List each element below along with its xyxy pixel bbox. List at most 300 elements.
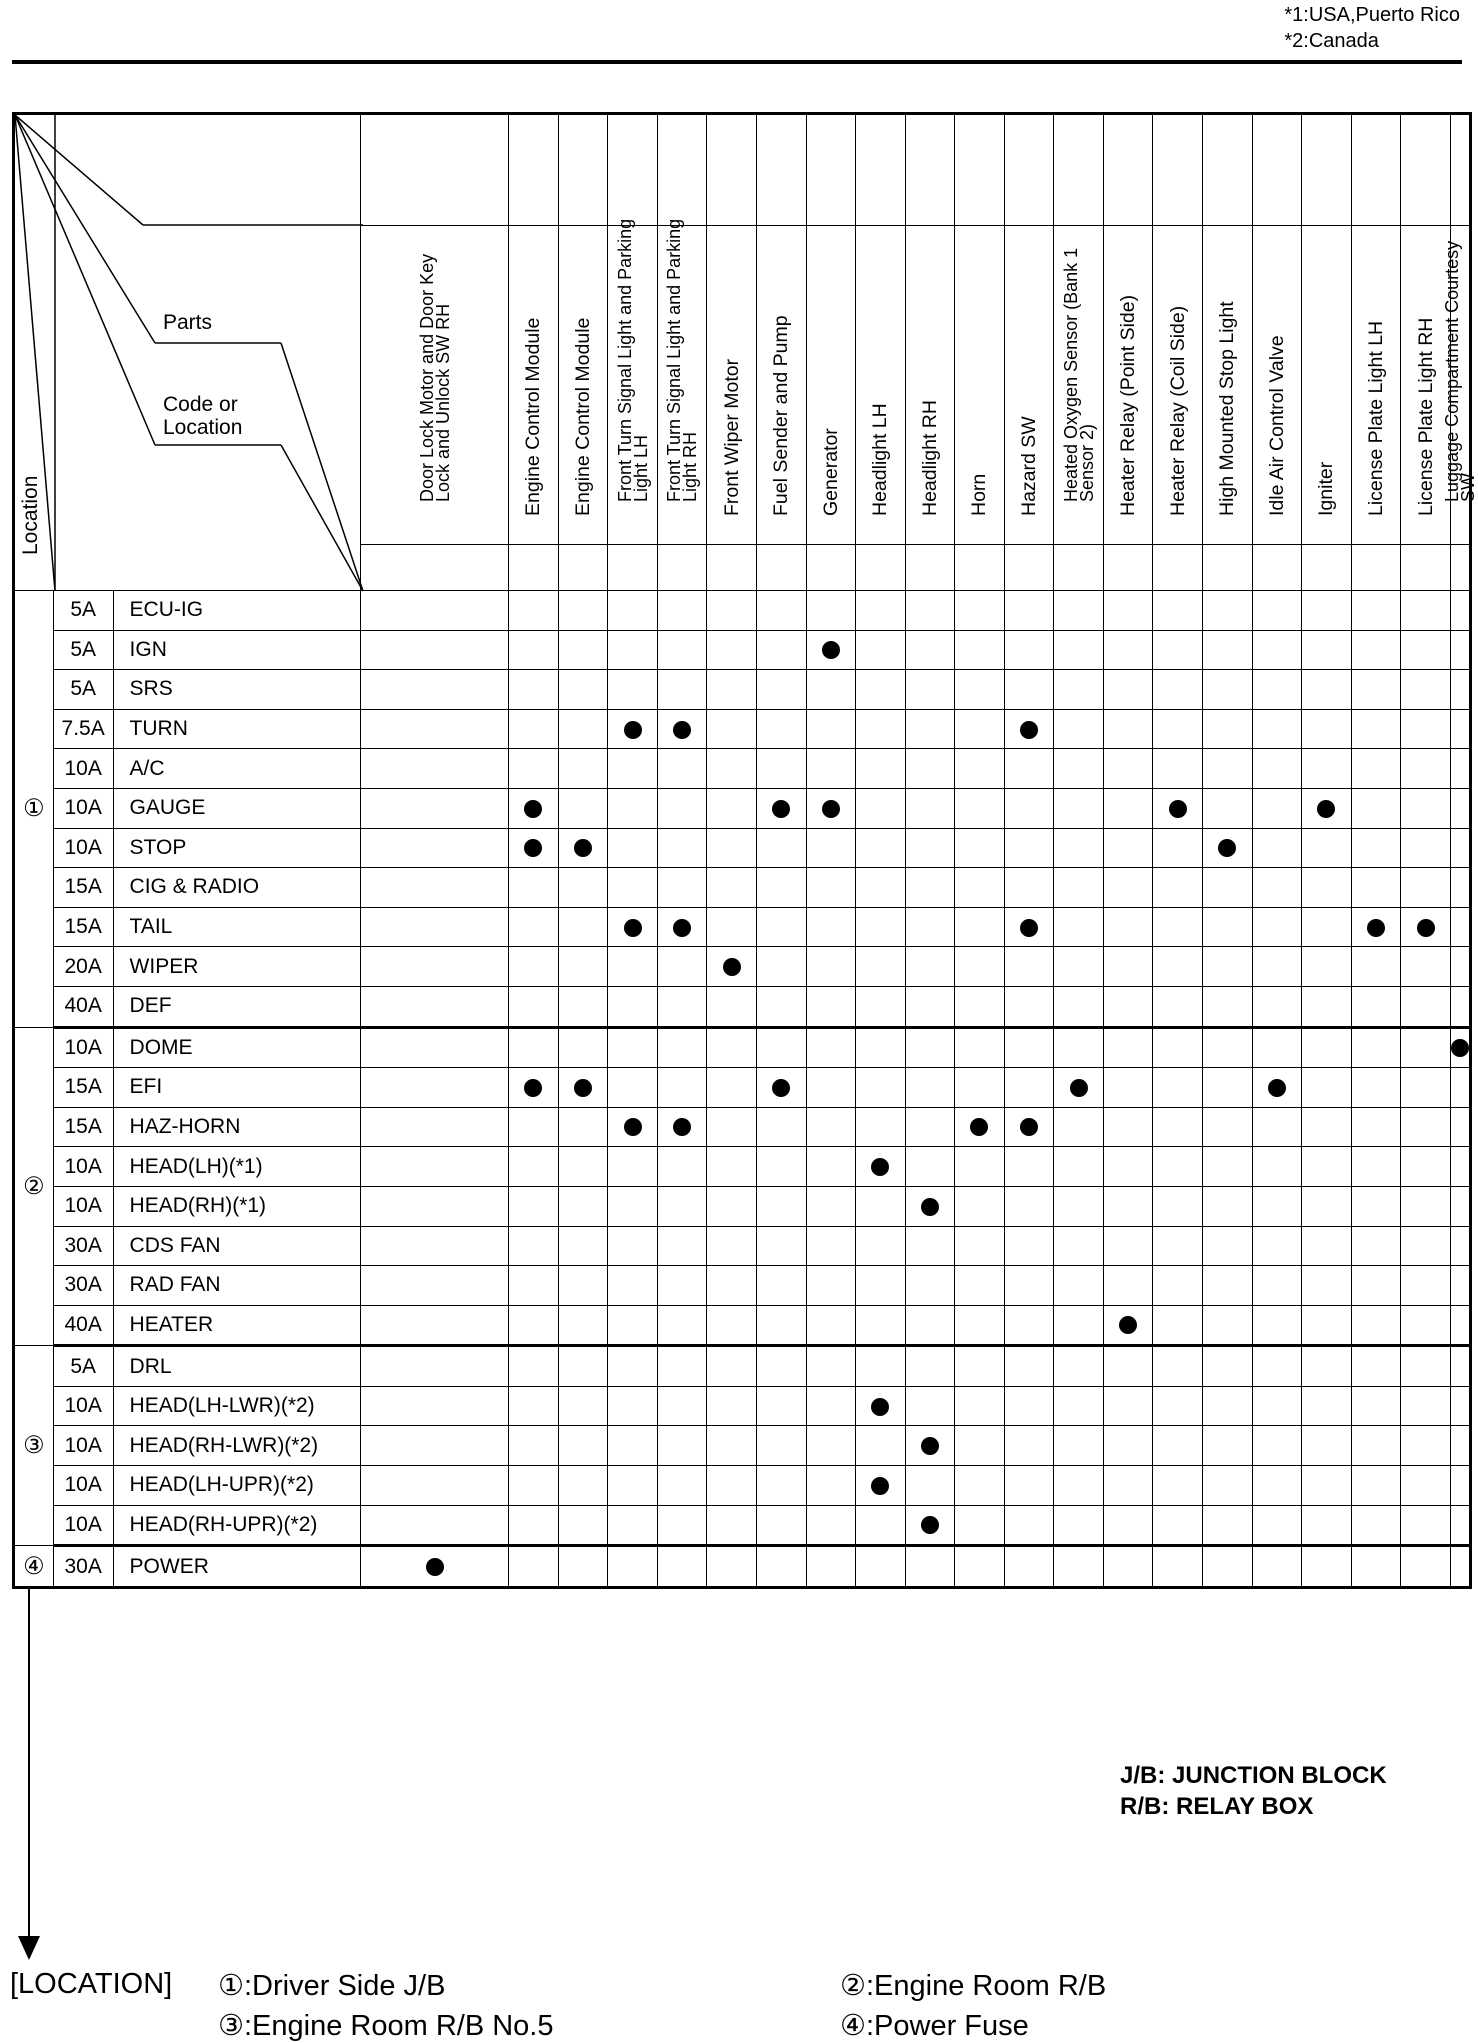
connection-cell bbox=[1153, 670, 1203, 710]
connection-cell bbox=[905, 1386, 955, 1426]
fuse-amperage: 10A bbox=[53, 749, 113, 789]
connection-cell bbox=[756, 1226, 806, 1266]
connection-cell bbox=[1203, 947, 1253, 987]
connection-dot-icon bbox=[524, 1079, 542, 1097]
part-header bbox=[905, 226, 955, 545]
connection-cell bbox=[558, 709, 608, 749]
connection-dot-icon bbox=[624, 919, 642, 937]
connection-cell bbox=[955, 1546, 1005, 1588]
fuse-code: RAD FAN bbox=[113, 1266, 360, 1306]
connection-dot-icon bbox=[426, 1558, 444, 1576]
fuse-row bbox=[14, 749, 1471, 789]
connection-cell bbox=[806, 868, 856, 908]
connection-cell bbox=[360, 788, 508, 828]
connection-cell bbox=[657, 1546, 707, 1588]
connection-cell bbox=[856, 1346, 906, 1387]
connection-cell bbox=[1401, 1107, 1451, 1147]
header-top-cell bbox=[1103, 114, 1153, 226]
connection-cell bbox=[360, 1107, 508, 1147]
connection-cell bbox=[1401, 1186, 1451, 1226]
connection-cell bbox=[1351, 1226, 1401, 1266]
fuse-code: POWER bbox=[113, 1546, 360, 1588]
connection-cell bbox=[608, 591, 658, 631]
connection-cell bbox=[1203, 907, 1253, 947]
connection-cell bbox=[1153, 1186, 1203, 1226]
connection-cell bbox=[509, 591, 559, 631]
connection-cell bbox=[1252, 591, 1302, 631]
connection-cell bbox=[1054, 1068, 1104, 1108]
connection-cell bbox=[1153, 1305, 1203, 1346]
connection-cell bbox=[360, 591, 508, 631]
connection-cell bbox=[1401, 788, 1451, 828]
connection-cell bbox=[1302, 907, 1352, 947]
connection-cell bbox=[707, 1107, 757, 1147]
connection-cell bbox=[756, 1386, 806, 1426]
connection-cell bbox=[657, 907, 707, 947]
connection-cell bbox=[856, 709, 906, 749]
connection-cell bbox=[1103, 591, 1153, 631]
part-name: License Plate Light RH bbox=[1414, 317, 1437, 516]
connection-cell bbox=[756, 1147, 806, 1187]
connection-cell bbox=[707, 670, 757, 710]
connection-cell bbox=[1302, 591, 1352, 631]
connection-dot-icon bbox=[624, 721, 642, 739]
location-legend-1: ①:Driver Side J/B bbox=[218, 1970, 446, 2002]
connection-cell bbox=[1302, 749, 1352, 789]
connection-cell bbox=[1252, 1386, 1302, 1426]
connection-cell bbox=[608, 1186, 658, 1226]
connection-cell bbox=[1451, 591, 1471, 631]
connection-dot-icon bbox=[1268, 1079, 1286, 1097]
connection-cell bbox=[1302, 1226, 1352, 1266]
connection-cell bbox=[1302, 1266, 1352, 1306]
connection-cell bbox=[955, 1346, 1005, 1387]
fuse-code: DRL bbox=[113, 1346, 360, 1387]
connection-cell bbox=[509, 868, 559, 908]
connection-cell bbox=[1054, 1266, 1104, 1306]
connection-cell bbox=[1103, 749, 1153, 789]
connection-cell bbox=[856, 1386, 906, 1426]
connection-cell bbox=[707, 1466, 757, 1506]
connection-cell bbox=[707, 1505, 757, 1546]
connection-cell bbox=[558, 1346, 608, 1387]
location-group-label: ① bbox=[14, 591, 54, 1028]
corner-location-label: Location bbox=[19, 475, 42, 555]
connection-cell bbox=[756, 1068, 806, 1108]
connection-cell bbox=[509, 1147, 559, 1187]
fuse-parts-table bbox=[12, 112, 1478, 1589]
connection-cell bbox=[360, 1386, 508, 1426]
fuse-row bbox=[14, 1466, 1471, 1506]
fuse-row bbox=[14, 1027, 1471, 1068]
connection-cell bbox=[1252, 1068, 1302, 1108]
connection-cell bbox=[657, 1226, 707, 1266]
connection-cell bbox=[1401, 986, 1451, 1027]
connection-cell bbox=[1351, 1426, 1401, 1466]
connection-cell bbox=[756, 1346, 806, 1387]
connection-cell bbox=[905, 986, 955, 1027]
connection-cell bbox=[856, 1505, 906, 1546]
connection-cell bbox=[1153, 1346, 1203, 1387]
fuse-row bbox=[14, 947, 1471, 987]
connection-cell bbox=[1203, 591, 1253, 631]
connection-cell bbox=[1203, 1186, 1253, 1226]
connection-cell bbox=[856, 828, 906, 868]
connection-cell bbox=[955, 1305, 1005, 1346]
header-top-cell bbox=[756, 114, 806, 226]
header-bottom-cell bbox=[509, 545, 559, 591]
connection-cell bbox=[756, 1186, 806, 1226]
part-header bbox=[856, 226, 906, 545]
header-bottom-cell bbox=[1252, 545, 1302, 591]
connection-cell bbox=[360, 1505, 508, 1546]
connection-cell bbox=[1252, 1027, 1302, 1068]
connection-cell bbox=[905, 1107, 955, 1147]
connection-cell bbox=[1004, 1546, 1054, 1588]
connection-cell bbox=[806, 1305, 856, 1346]
connection-dot-icon bbox=[1317, 800, 1335, 818]
connection-cell bbox=[756, 788, 806, 828]
connection-cell bbox=[1004, 709, 1054, 749]
connection-cell bbox=[608, 749, 658, 789]
header-top-cell bbox=[1401, 114, 1451, 226]
connection-cell bbox=[1203, 1107, 1253, 1147]
connection-cell bbox=[1451, 630, 1471, 670]
connection-cell bbox=[1004, 749, 1054, 789]
part-header bbox=[1252, 226, 1302, 545]
part-header bbox=[1351, 226, 1401, 545]
connection-cell bbox=[1203, 709, 1253, 749]
part-name: Fuel Sender and Pump bbox=[770, 315, 793, 516]
fuse-row bbox=[14, 1386, 1471, 1426]
connection-cell bbox=[1451, 1186, 1471, 1226]
connection-cell bbox=[955, 1426, 1005, 1466]
connection-cell bbox=[905, 788, 955, 828]
connection-cell bbox=[1451, 1147, 1471, 1187]
connection-cell bbox=[1401, 1266, 1451, 1306]
part-header bbox=[707, 226, 757, 545]
connection-dot-icon bbox=[822, 800, 840, 818]
connection-cell bbox=[1004, 1266, 1054, 1306]
part-name: Headlight LH bbox=[869, 403, 892, 516]
fuse-row bbox=[14, 709, 1471, 749]
part-name: Luggage Compartment Courtesy SW bbox=[1442, 240, 1478, 502]
connection-cell bbox=[509, 1305, 559, 1346]
connection-cell bbox=[1054, 1226, 1104, 1266]
connection-cell bbox=[1054, 947, 1104, 987]
part-name: Engine Control Module bbox=[522, 317, 545, 516]
connection-cell bbox=[558, 1068, 608, 1108]
connection-cell bbox=[707, 868, 757, 908]
connection-dot-icon bbox=[1367, 919, 1385, 937]
connection-cell bbox=[608, 709, 658, 749]
connection-cell bbox=[360, 947, 508, 987]
connection-cell bbox=[608, 1386, 658, 1426]
connection-cell bbox=[1103, 907, 1153, 947]
connection-cell bbox=[1401, 1386, 1451, 1426]
connection-cell bbox=[657, 1386, 707, 1426]
connection-cell bbox=[360, 828, 508, 868]
connection-cell bbox=[360, 1186, 508, 1226]
connection-cell bbox=[905, 868, 955, 908]
connection-cell bbox=[1451, 986, 1471, 1027]
connection-cell bbox=[608, 1305, 658, 1346]
connection-cell bbox=[360, 1466, 508, 1506]
connection-cell bbox=[756, 1505, 806, 1546]
connection-cell bbox=[657, 788, 707, 828]
connection-cell bbox=[558, 1505, 608, 1546]
connection-cell bbox=[905, 1226, 955, 1266]
connection-cell bbox=[1451, 828, 1471, 868]
connection-cell bbox=[558, 1546, 608, 1588]
connection-cell bbox=[1401, 1226, 1451, 1266]
connection-cell bbox=[509, 907, 559, 947]
fuse-code: HEAD(LH-LWR)(*2) bbox=[113, 1386, 360, 1426]
connection-dot-icon bbox=[1070, 1079, 1088, 1097]
connection-cell bbox=[707, 1186, 757, 1226]
connection-cell bbox=[1302, 630, 1352, 670]
fuse-amperage: 10A bbox=[53, 1186, 113, 1226]
connection-cell bbox=[1252, 1466, 1302, 1506]
connection-cell bbox=[1004, 1426, 1054, 1466]
fuse-code: HEAD(LH-UPR)(*2) bbox=[113, 1466, 360, 1506]
note-usa: *1:USA,Puerto Rico bbox=[1284, 4, 1460, 26]
connection-cell bbox=[1252, 709, 1302, 749]
connection-cell bbox=[360, 709, 508, 749]
connection-cell bbox=[707, 1068, 757, 1108]
connection-cell bbox=[707, 828, 757, 868]
connection-cell bbox=[955, 709, 1005, 749]
connection-cell bbox=[1252, 1266, 1302, 1306]
connection-cell bbox=[608, 947, 658, 987]
connection-cell bbox=[905, 591, 955, 631]
connection-cell bbox=[360, 670, 508, 710]
connection-cell bbox=[1351, 1027, 1401, 1068]
connection-cell bbox=[1054, 630, 1104, 670]
location-legend-label: [LOCATION] bbox=[10, 1968, 173, 2000]
connection-cell bbox=[1302, 709, 1352, 749]
connection-cell bbox=[1004, 630, 1054, 670]
fuse-amperage: 15A bbox=[53, 1107, 113, 1147]
connection-cell bbox=[1401, 749, 1451, 789]
connection-dot-icon bbox=[574, 1079, 592, 1097]
connection-cell bbox=[1054, 1305, 1104, 1346]
connection-cell bbox=[558, 986, 608, 1027]
connection-cell bbox=[806, 1386, 856, 1426]
header-bottom-cell bbox=[955, 545, 1005, 591]
header-bottom-cell bbox=[1153, 545, 1203, 591]
connection-cell bbox=[1103, 1386, 1153, 1426]
part-header bbox=[509, 226, 559, 545]
connection-cell bbox=[1203, 630, 1253, 670]
connection-cell bbox=[1451, 1226, 1471, 1266]
connection-cell bbox=[1153, 1426, 1203, 1466]
connection-cell bbox=[657, 1147, 707, 1187]
connection-cell bbox=[608, 1266, 658, 1306]
connection-cell bbox=[657, 1346, 707, 1387]
connection-cell bbox=[1351, 709, 1401, 749]
fuse-row bbox=[14, 630, 1471, 670]
connection-cell bbox=[1103, 670, 1153, 710]
connection-cell bbox=[1004, 947, 1054, 987]
connection-cell bbox=[1004, 1107, 1054, 1147]
connection-cell bbox=[806, 1266, 856, 1306]
part-header bbox=[1153, 226, 1203, 545]
connection-cell bbox=[1203, 1346, 1253, 1387]
connection-cell bbox=[608, 828, 658, 868]
connection-cell bbox=[1153, 1466, 1203, 1506]
fuse-row bbox=[14, 1068, 1471, 1108]
connection-cell bbox=[1252, 1505, 1302, 1546]
part-name: Heated Oxygen Sensor (Bank 1 Sensor 2) bbox=[1060, 247, 1097, 502]
corner-diagonal-lines bbox=[15, 115, 363, 591]
fuse-row bbox=[14, 1107, 1471, 1147]
connection-cell bbox=[1203, 1266, 1253, 1306]
connection-cell bbox=[806, 986, 856, 1027]
connection-cell bbox=[905, 670, 955, 710]
connection-cell bbox=[558, 1107, 608, 1147]
header-top-cell bbox=[806, 114, 856, 226]
connection-cell bbox=[1302, 1466, 1352, 1506]
connection-cell bbox=[1004, 788, 1054, 828]
connection-cell bbox=[707, 1226, 757, 1266]
connection-cell bbox=[558, 828, 608, 868]
connection-cell bbox=[905, 630, 955, 670]
connection-cell bbox=[509, 1386, 559, 1426]
connection-cell bbox=[905, 1186, 955, 1226]
connection-cell bbox=[905, 1305, 955, 1346]
connection-cell bbox=[509, 749, 559, 789]
connection-cell bbox=[608, 986, 658, 1027]
header-bottom-cell bbox=[360, 545, 508, 591]
legend-jb: J/B: JUNCTION BLOCK bbox=[1120, 1762, 1387, 1789]
connection-cell bbox=[856, 1266, 906, 1306]
connection-cell bbox=[806, 1068, 856, 1108]
connection-cell bbox=[756, 1305, 806, 1346]
header-top-cell bbox=[1252, 114, 1302, 226]
connection-cell bbox=[1004, 1226, 1054, 1266]
header-corner bbox=[14, 114, 361, 591]
corner-code-label-1: Code or bbox=[163, 393, 238, 416]
connection-cell bbox=[1351, 1068, 1401, 1108]
fuse-amperage: 15A bbox=[53, 868, 113, 908]
connection-cell bbox=[707, 1027, 757, 1068]
connection-cell bbox=[707, 947, 757, 987]
fuse-code: IGN bbox=[113, 630, 360, 670]
header-bottom-cell bbox=[905, 545, 955, 591]
connection-cell bbox=[1054, 907, 1104, 947]
connection-cell bbox=[509, 1346, 559, 1387]
connection-cell bbox=[955, 1466, 1005, 1506]
connection-dot-icon bbox=[673, 919, 691, 937]
fuse-amperage: 5A bbox=[53, 1346, 113, 1387]
header-top-cell bbox=[657, 114, 707, 226]
connection-cell bbox=[905, 749, 955, 789]
connection-cell bbox=[955, 1226, 1005, 1266]
connection-cell bbox=[955, 907, 1005, 947]
fuse-amperage: 15A bbox=[53, 1068, 113, 1108]
fuse-code: A/C bbox=[113, 749, 360, 789]
connection-cell bbox=[558, 1186, 608, 1226]
connection-cell bbox=[509, 1505, 559, 1546]
connection-cell bbox=[1054, 868, 1104, 908]
connection-cell bbox=[806, 670, 856, 710]
connection-cell bbox=[1302, 1386, 1352, 1426]
connection-cell bbox=[1054, 1386, 1104, 1426]
connection-cell bbox=[360, 1147, 508, 1187]
connection-cell bbox=[608, 788, 658, 828]
connection-cell bbox=[509, 1068, 559, 1108]
connection-cell bbox=[1103, 868, 1153, 908]
connection-cell bbox=[509, 986, 559, 1027]
connection-cell bbox=[1004, 1068, 1054, 1108]
fuse-row bbox=[14, 1426, 1471, 1466]
connection-cell bbox=[1203, 1068, 1253, 1108]
connection-dot-icon bbox=[871, 1477, 889, 1495]
connection-cell bbox=[1054, 1107, 1104, 1147]
connection-cell bbox=[905, 1505, 955, 1546]
connection-cell bbox=[1153, 1546, 1203, 1588]
fuse-row bbox=[14, 1226, 1471, 1266]
connection-cell bbox=[657, 1466, 707, 1506]
connection-cell bbox=[806, 828, 856, 868]
connection-cell bbox=[608, 1226, 658, 1266]
connection-cell bbox=[707, 1426, 757, 1466]
connection-cell bbox=[1054, 986, 1104, 1027]
connection-cell bbox=[1153, 749, 1203, 789]
connection-cell bbox=[1302, 788, 1352, 828]
connection-cell bbox=[756, 591, 806, 631]
connection-cell bbox=[806, 1466, 856, 1506]
header-top-cell bbox=[360, 114, 508, 226]
connection-cell bbox=[509, 1546, 559, 1588]
connection-cell bbox=[1401, 1466, 1451, 1506]
fuse-amperage: 30A bbox=[53, 1266, 113, 1306]
connection-cell bbox=[1103, 709, 1153, 749]
top-rule bbox=[12, 60, 1462, 64]
connection-dot-icon bbox=[574, 839, 592, 857]
connection-cell bbox=[1252, 947, 1302, 987]
connection-cell bbox=[707, 749, 757, 789]
connection-cell bbox=[1153, 709, 1203, 749]
connection-cell bbox=[1203, 1426, 1253, 1466]
connection-cell bbox=[1203, 986, 1253, 1027]
connection-cell bbox=[1451, 1426, 1471, 1466]
connection-cell bbox=[1451, 1266, 1471, 1306]
connection-cell bbox=[657, 1426, 707, 1466]
connection-cell bbox=[1054, 591, 1104, 631]
connection-cell bbox=[1451, 1505, 1471, 1546]
connection-cell bbox=[905, 1068, 955, 1108]
connection-cell bbox=[955, 630, 1005, 670]
connection-cell bbox=[1103, 1226, 1153, 1266]
connection-cell bbox=[608, 1426, 658, 1466]
connection-cell bbox=[1351, 1546, 1401, 1588]
fuse-amperage: 30A bbox=[53, 1226, 113, 1266]
part-name: Idle Air Control Valve bbox=[1265, 335, 1288, 516]
header-top-cell bbox=[509, 114, 559, 226]
header-top-cell bbox=[1004, 114, 1054, 226]
connection-cell bbox=[608, 1505, 658, 1546]
connection-cell bbox=[1004, 1346, 1054, 1387]
connection-cell bbox=[1004, 1027, 1054, 1068]
connection-dot-icon bbox=[1169, 800, 1187, 818]
connection-cell bbox=[1054, 749, 1104, 789]
connection-cell bbox=[856, 1107, 906, 1147]
header-top-cell bbox=[1153, 114, 1203, 226]
connection-cell bbox=[856, 788, 906, 828]
connection-cell bbox=[1401, 1027, 1451, 1068]
